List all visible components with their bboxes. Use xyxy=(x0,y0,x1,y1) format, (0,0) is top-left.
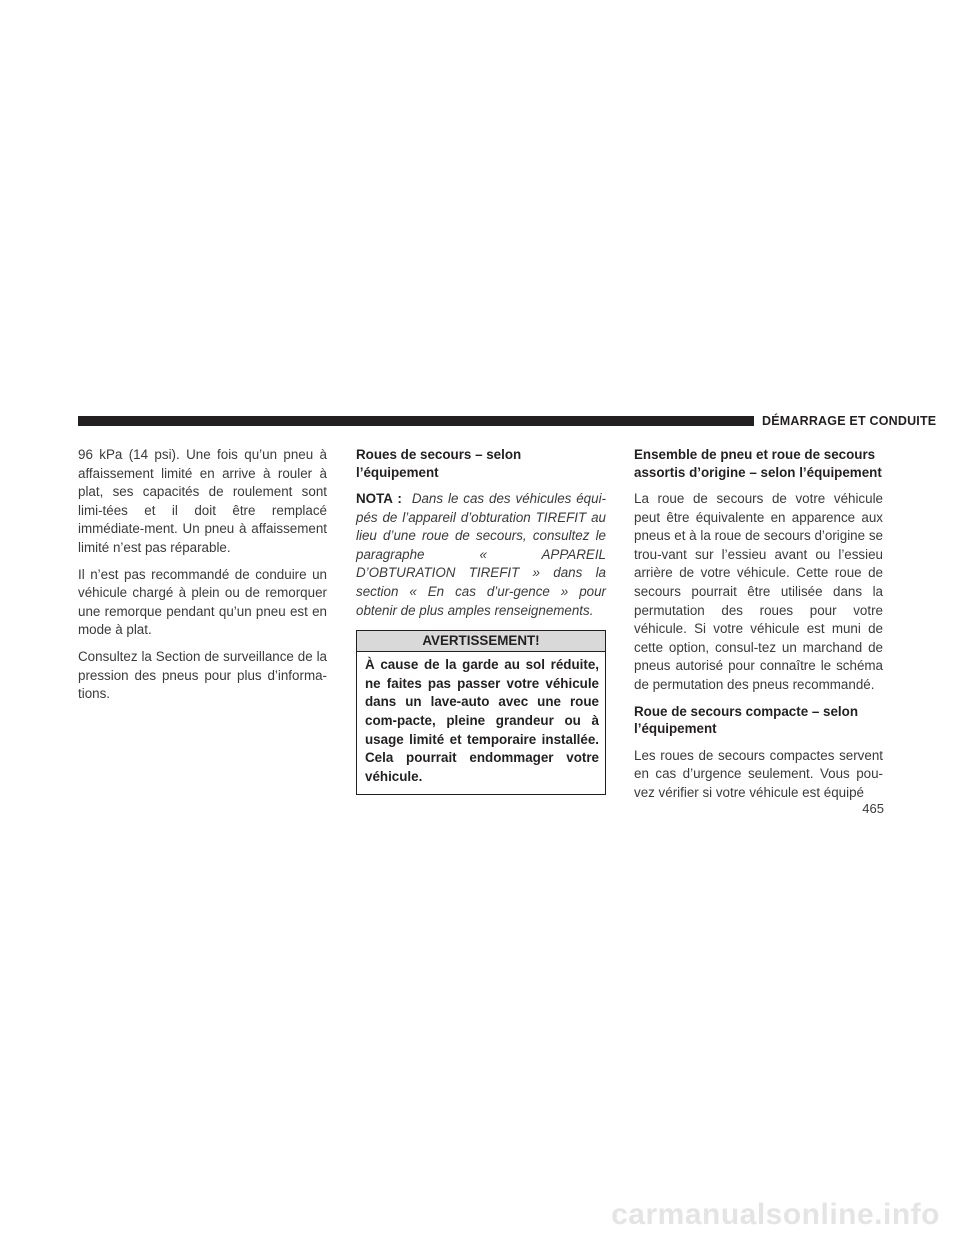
heading-compact-spare: Roue de secours compacte – selon l’équipement xyxy=(634,703,858,737)
paragraph: Il n’est pas recommandé de conduire un véhicule chargé à plein ou de remorquer une remorque pendant qu’un pneu est en mode à plat. xyxy=(78,566,327,638)
column-middle xyxy=(356,446,606,795)
watermark: carmanualsonline.info xyxy=(611,1198,940,1231)
column-left xyxy=(78,446,327,712)
note-text: Dans le cas des véhicules équi-pés de l’appareil d’obturation TIREFIT au lieu d’une roue de secours, consultez le paragraphe « APPAREIL D’OBTURATION TIREFIT » dans la section « En cas d’ur-gence » pour obtenir de plus amples renseignements. xyxy=(356,491,607,618)
note-block xyxy=(356,490,606,620)
column-right xyxy=(634,446,883,810)
paragraph: 96 kPa (14 psi). Une fois qu’un pneu à affaissement limité en arrive à rouler à plat, ses capacités de roulement sont limi-tées et il doit être remplacé immédiate-ment. Un pneu à affaissement limité n’est pas réparable. xyxy=(78,447,327,555)
warning-title: AVERTISSEMENT! xyxy=(357,631,605,652)
section-title: DÉMARRAGE ET CONDUITE xyxy=(762,414,937,428)
heading-matching-spare: Ensemble de pneu et roue de secours assortis d’origine – selon l’équipement xyxy=(634,447,882,480)
warning-box xyxy=(356,630,606,795)
header-rule xyxy=(78,416,754,426)
page-number: 465 xyxy=(862,801,884,816)
note-label: NOTA : xyxy=(356,491,402,506)
paragraph: La roue de secours de votre véhicule peut être équivalente en apparence aux pneus et à la roue de secours d’origine se trou-vant sur l’essieu avant ou l’essieu arrière de votre véhicule. Cette roue de secours pourrait être utilisée dans la permutation des roues pour votre véhicule. Si votre véhicule est muni de cette option, consul-tez un marchand de pneus autorisé pour connaître le schéma de permutation des pneus recommandé. xyxy=(634,491,883,692)
paragraph: Consultez la Section de surveillance de la pression des pneus pour plus d’informa-tions. xyxy=(78,648,327,702)
paragraph: Les roues de secours compactes servent en cas d’urgence seulement. Vous pou-vez vérifier si votre véhicule est équipé xyxy=(634,747,883,800)
warning-body: À cause de la garde au sol réduite, ne faites pas passer votre véhicule dans un lave-auto avec une roue com-pacte, pleine grandeur ou à usage limité et temporaire installée. Cela pourrait endommager votre véhicule. xyxy=(365,657,599,784)
heading-spare-wheels: Roues de secours – selon l’équipement xyxy=(356,447,522,480)
